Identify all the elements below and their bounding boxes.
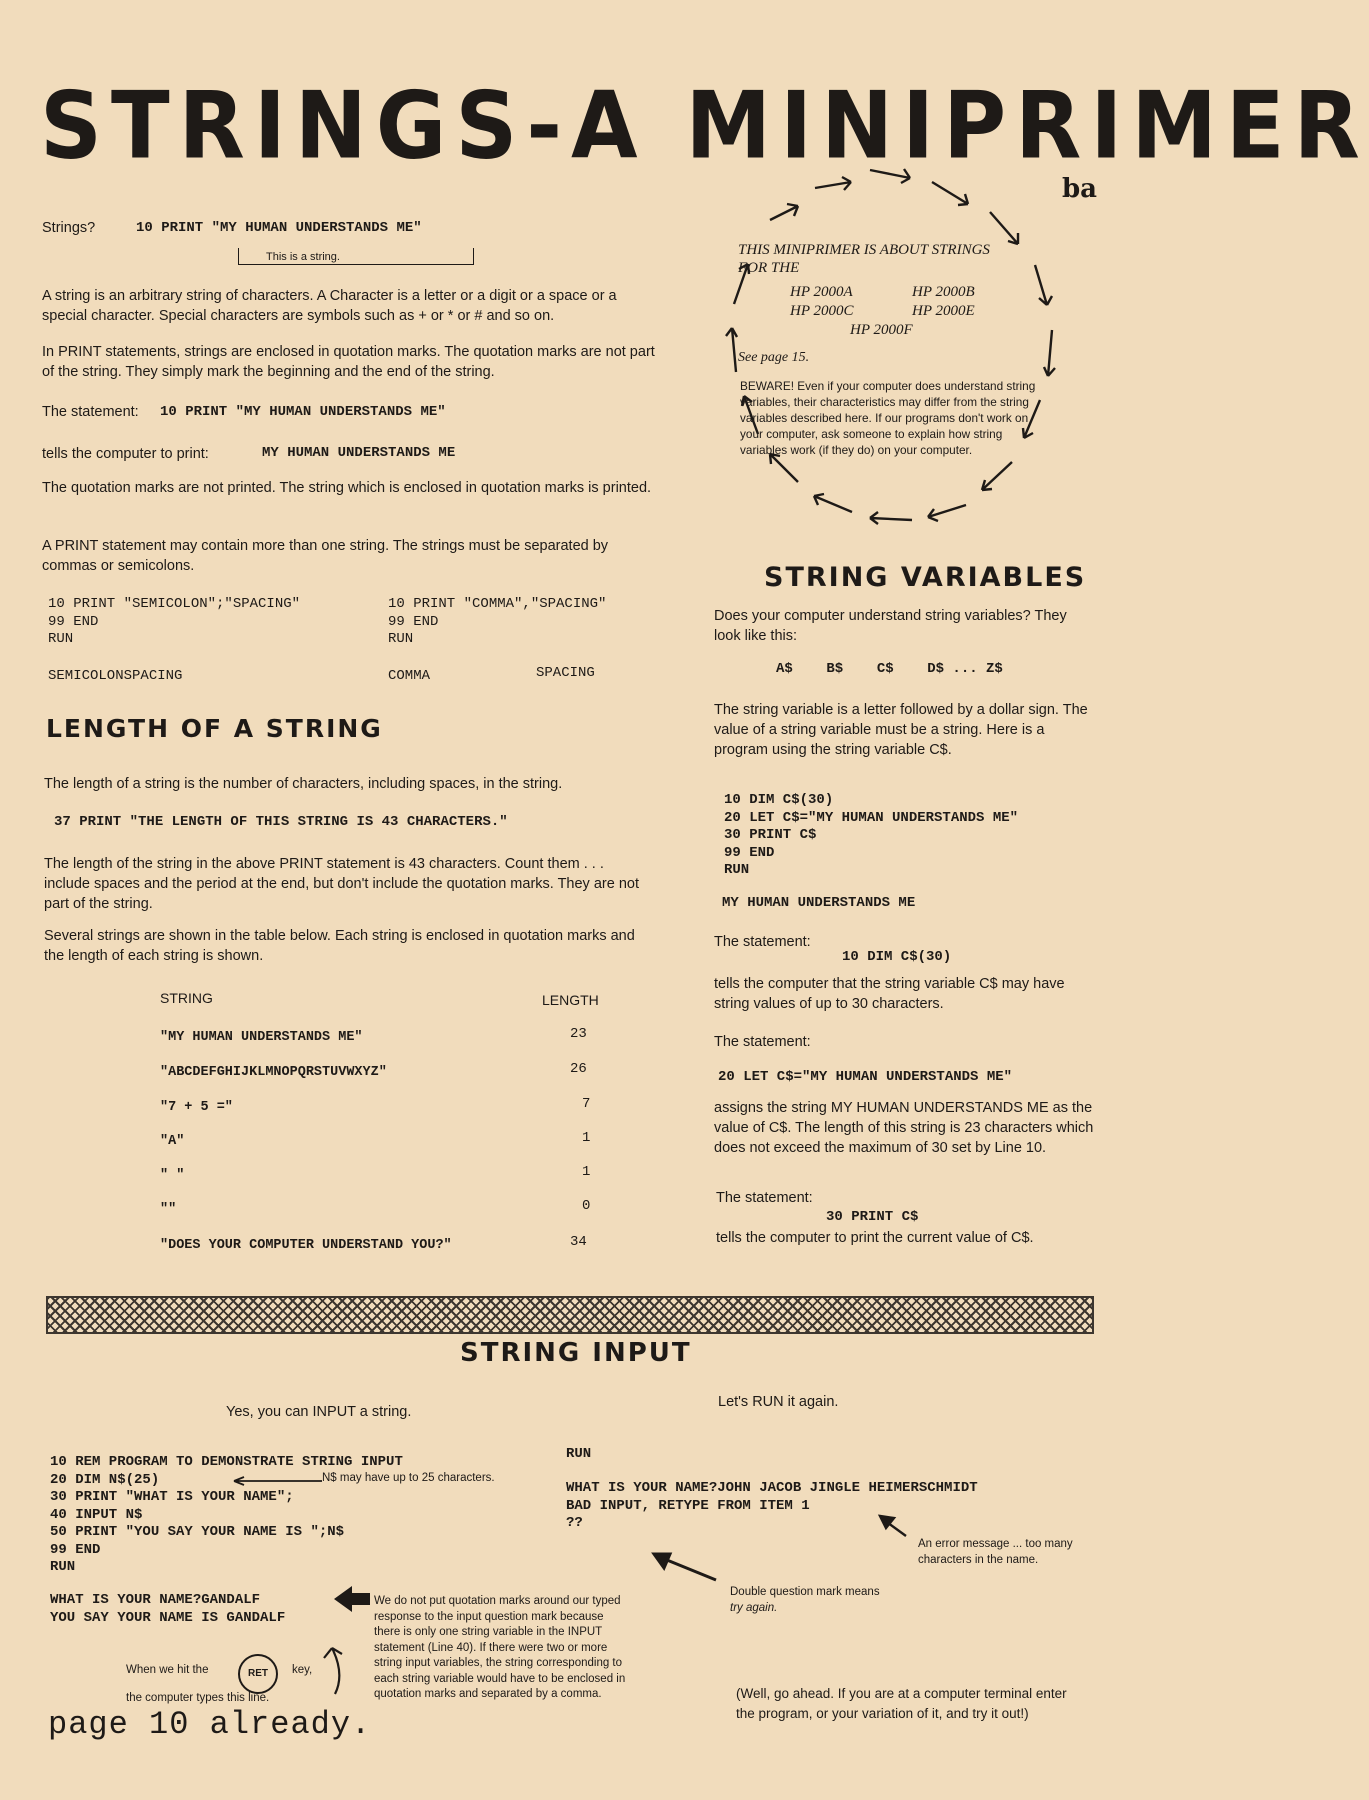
tells-output: MY HUMAN UNDERSTANDS ME xyxy=(262,445,456,461)
curved-arrow-icon xyxy=(726,169,1055,524)
sv-statement-2-text: assigns the string MY HUMAN UNDERSTANDS ME as the value of C$. The length of this string is 23 characters which does not exceed the maximum of 30 set by Line 10. xyxy=(714,1100,1094,1156)
si-program: 10 REM PROGRAM TO DEMONSTRATE STRING INPUT 20 DIM N$(25) 30 PRINT "WHAT IS YOUR NAME"; 40 INPUT N$ 50 PRINT "YOU SAY YOUR NAME IS ";N$ 99 END RUN xyxy=(50,1454,403,1575)
table-row: "7 + 5 =" 7 xyxy=(160,1096,591,1115)
intro-paragraph-4: A PRINT statement may contain more than one string. The strings must be separated by commas or semicolons. xyxy=(42,538,609,574)
sv-program: 10 DIM C$(30) 20 LET C$="MY HUMAN UNDERSTANDS ME" 30 PRINT C$ 99 END RUN xyxy=(724,792,1019,878)
si-output: WHAT IS YOUR NAME?GANDALF YOU SAY YOUR NAME IS GANDALF xyxy=(50,1592,286,1626)
length-code: 37 PRINT "THE LENGTH OF THIS STRING IS 43 CHARACTERS." xyxy=(54,814,508,830)
table-row: "MY HUMAN UNDERSTANDS ME" 23 xyxy=(160,1026,587,1045)
length-paragraph-1: The length of a string is the number of characters, including spaces, in the string. xyxy=(44,776,563,792)
table-row: "" 0 xyxy=(160,1198,591,1217)
see-page-note: See page 15. xyxy=(738,350,810,365)
intro-paragraph-1: A string is an arbitrary string of characters. A Character is a letter or a digit or a space or a special character. Special characters are symbols such as + or * or # and so on. xyxy=(42,288,617,324)
sv-statement-3-code: 30 PRINT C$ xyxy=(826,1209,919,1225)
comma-output-b: SPACING xyxy=(536,665,595,681)
circle-intro-line-2: FOR THE xyxy=(738,260,800,276)
tells-label: tells the computer to print: xyxy=(42,446,209,462)
sv-statement-3-label: The statement: xyxy=(716,1190,813,1206)
bold-left-arrow-icon xyxy=(332,1584,372,1614)
page-footer: page 10 already. xyxy=(48,1706,372,1743)
statement-label: The statement: xyxy=(42,404,139,420)
comma-output-a: COMMA xyxy=(388,668,431,684)
string-bracket xyxy=(238,248,474,265)
semicolon-output: SEMICOLONSPACING xyxy=(48,668,183,684)
ret-text-post: key, xyxy=(292,1664,313,1676)
go-ahead-note: (Well, go ahead. If you are at a computer terminal enter the program, or your variation of it, and try it out!) xyxy=(736,1686,1067,1721)
sv-statement-3-text: tells the computer to print the current value of C$. xyxy=(716,1230,1034,1246)
table-header-string: STRING xyxy=(160,990,213,1006)
comma-program: 10 PRINT "COMMA","SPACING" 99 END RUN xyxy=(388,596,607,647)
hp-model-2000f: HP 2000F xyxy=(850,322,913,338)
circle-intro-line-1: THIS MINIPRIMER IS ABOUT STRINGS xyxy=(738,242,990,258)
page-title: STRINGS-A MINIPRIMER xyxy=(40,72,1369,180)
left-arrow-icon xyxy=(232,1476,324,1486)
intro-paragraph-2: In PRINT statements, strings are enclosed in quotation marks. The quotation marks are not part of the string. They simply mark the beginning and the end of the string. xyxy=(42,344,655,380)
si-intro-right: Let's RUN it again. xyxy=(718,1394,839,1410)
ret-text-pre: When we hit the xyxy=(126,1664,209,1676)
sv-paragraph-1: Does your computer understand string variables? They look like this: xyxy=(714,608,1067,644)
length-paragraph-3: Several strings are shown in the table below. Each string is enclosed in quotation marks and the length of each string is shown. xyxy=(44,928,635,964)
dq-note-1: Double question mark means xyxy=(730,1586,880,1598)
dq-note-2: try again. xyxy=(730,1602,778,1614)
table-row: "A" 1 xyxy=(160,1130,591,1149)
sv-statement-1-code: 10 DIM C$(30) xyxy=(842,949,952,965)
hp-model-2000b: HP 2000B xyxy=(912,284,975,300)
intro-code: 10 PRINT "MY HUMAN UNDERSTANDS ME" xyxy=(136,220,422,236)
ret-text-line-2: the computer types this line. xyxy=(126,1692,270,1704)
sv-paragraph-2: The string variable is a letter followed by a dollar sign. The value of a string variable must be a string. Here is a program using the string variable C$. xyxy=(714,702,1088,758)
string-input-heading: STRING INPUT xyxy=(460,1338,692,1368)
statement-code: 10 PRINT "MY HUMAN UNDERSTANDS ME" xyxy=(160,404,446,420)
length-heading: LENGTH OF A STRING xyxy=(46,714,383,743)
sv-statement-1-text: tells the computer that the string variable C$ may have string values of up to 30 characters. xyxy=(714,976,1065,1012)
string-annotation: This is a string. xyxy=(266,251,340,263)
sv-statement-2-label: The statement: xyxy=(714,1034,811,1050)
sv-statement-2-code: 20 LET C$="MY HUMAN UNDERSTANDS ME" xyxy=(718,1069,1013,1085)
si-run2: RUN xyxy=(566,1446,592,1462)
error-arrow-icon xyxy=(876,1512,910,1538)
dq-arrow-icon xyxy=(650,1550,720,1584)
error-note: An error message ... too many characters in the name. xyxy=(918,1538,1073,1566)
sv-output: MY HUMAN UNDERSTANDS ME xyxy=(722,895,916,911)
table-row: " " 1 xyxy=(160,1164,591,1183)
table-row: "ABCDEFGHIJKLMNOPQRSTUVWXYZ" 26 xyxy=(160,1061,587,1080)
si-run2-output: WHAT IS YOUR NAME?JOHN JACOB JINGLE HEIMERSCHMIDT BAD INPUT, RETYPE FROM ITEM 1 ?? xyxy=(566,1480,978,1531)
string-variables-heading: STRING VARIABLES xyxy=(764,562,1087,593)
quote-note: We do not put quotation marks around our typed response to the input question mark because there is only one string variable in the INPUT statement (Line 40). If there were two or more string input variables, the string corresponding to each string variable would have to be enclosed in quotation marks and separated by a comma. xyxy=(374,1595,626,1700)
hp-model-2000a: HP 2000A xyxy=(790,284,853,300)
semicolon-program: 10 PRINT "SEMICOLON";"SPACING" 99 END RUN xyxy=(48,596,301,647)
sv-statement-1-label: The statement: xyxy=(714,934,811,950)
si-intro-left: Yes, you can INPUT a string. xyxy=(226,1404,412,1420)
up-arrow-icon xyxy=(320,1640,350,1696)
intro-paragraph-3: The quotation marks are not printed. The string which is enclosed in quotation marks is printed. xyxy=(42,480,652,496)
table-row: "DOES YOUR COMPUTER UNDERSTAND YOU?" 34 xyxy=(160,1234,587,1253)
sv-examples: A$ B$ C$ D$ ... Z$ xyxy=(776,661,1003,677)
beware-note: BEWARE! Even if your computer does understand string variables, their characteristics may differ from the string variables described here. If our programs don't work on your computer, ask someone to explain how string variables work (if they do) on your computer. xyxy=(740,379,1036,457)
hp-model-2000e: HP 2000E xyxy=(912,303,975,319)
author-initials: ba xyxy=(1062,174,1098,204)
decorative-border xyxy=(46,1296,1094,1334)
ret-key-icon: RET xyxy=(238,1654,278,1694)
intro-label: Strings? xyxy=(42,220,96,236)
table-header-length: LENGTH xyxy=(542,992,599,1008)
length-paragraph-2: The length of the string in the above PRINT statement is 43 characters. Count them . . . include spaces and the period at the end, but don't include the quotation marks. They are not part of the string. xyxy=(44,856,639,912)
hp-model-2000c: HP 2000C xyxy=(790,303,854,319)
dim-note: N$ may have up to 25 characters. xyxy=(322,1472,495,1484)
